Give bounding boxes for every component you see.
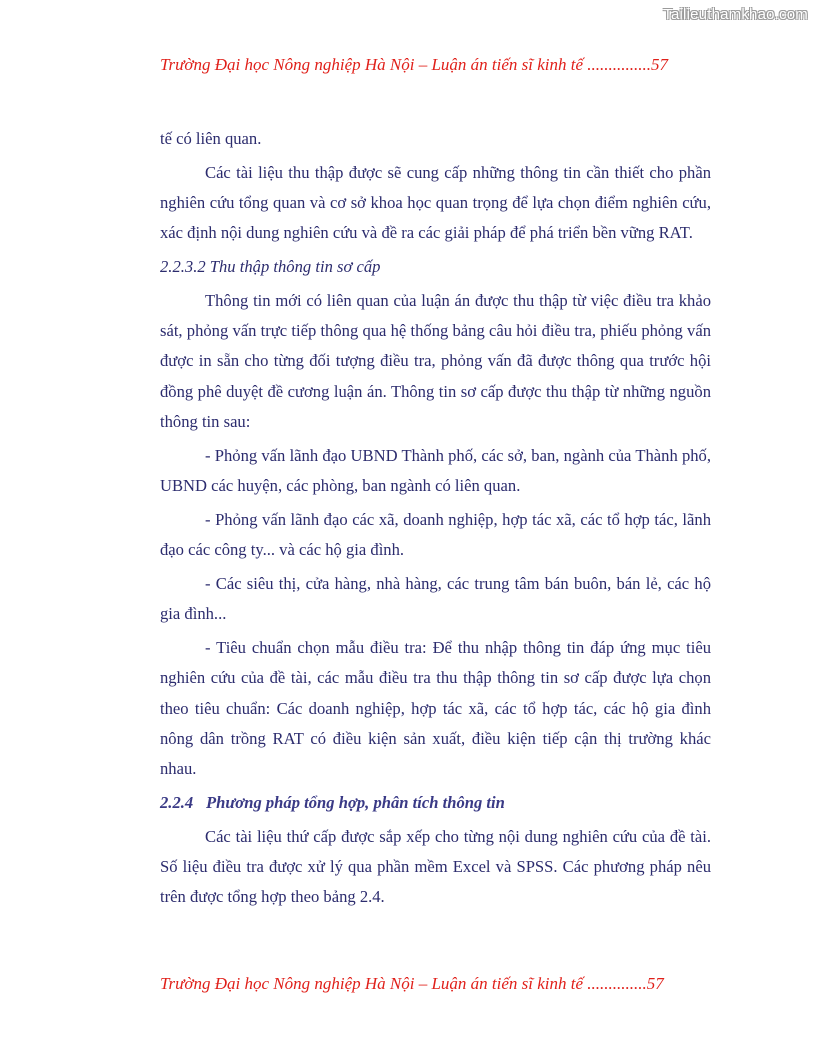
section-title: Phương pháp tổng hợp, phân tích thông tin — [206, 793, 505, 813]
bullet-sampling-criteria: - Tiêu chuẩn chọn mẫu điều tra: Để thu nhập thông tin đáp ứng mục tiêu nghiên cứu của đề tài, các mẫu điều tra thu thập thông tin sơ cấp được lựa chọn theo tiêu chuẩn: Các doanh nghiệp, hợp tác xã, các tổ hợp tác, các hộ gia đình nông dân trồng RAT có điều kiện sản xuất, điều kiện tiếp cận thị trường khác nhau. — [160, 637, 711, 779]
paragraph-analysis: Các tài liệu thứ cấp được sắp xếp cho từng nội dung nghiên cứu của đề tài. Số liệu điều tra được xử lý qua phần mềm Excel và SPSS. Các phương pháp nêu trên được tổng hợp theo bảng 2.4. — [160, 826, 711, 907]
paragraph-primary-data: Thông tin mới có liên quan của luận án được thu thập từ việc điều tra khảo sát, phỏng vấn trực tiếp thông qua hệ thống bảng câu hỏi điều tra, phiếu phỏng vấn được in sẵn cho từng đối tượng điều tra, phỏng vấn đã được thông qua trước hội đồng phê duyệt đề cương luận án. Thông tin sơ cấp được thu thập từ những nguồn thông tin sau: — [160, 290, 711, 432]
page-header: Trường Đại học Nông nghiệp Hà Nội – Luận án tiến sĩ kinh tế ...............57 — [160, 55, 669, 74]
paragraph-secondary-data: Các tài liệu thu thập được sẽ cung cấp những thông tin cần thiết cho phần nghiên cứu tổng quan và cơ sở khoa học quan trọng để lựa chọn điểm nghiên cứu, xác định nội dung nghiên cứu và đề ra các giải pháp để phá triển bền vững RAT. — [160, 162, 711, 243]
page-footer: Trường Đại học Nông nghiệp Hà Nội – Luận án tiến sĩ kinh tế ..............57 — [160, 974, 664, 993]
bullet-supermarkets: - Các siêu thị, cửa hàng, nhà hàng, các trung tâm bán buôn, bán lẻ, các hộ gia đình... — [160, 573, 711, 624]
section-heading — [160, 788, 711, 818]
page-body — [160, 124, 711, 916]
bullet-commune-leaders: - Phỏng vấn lãnh đạo các xã, doanh nghiệp, hợp tác xã, các tổ hợp tác, lãnh đạo các công ty... và các hộ gia đình. — [160, 509, 711, 560]
bullet-city-leaders: - Phỏng vấn lãnh đạo UBND Thành phố, các sở, ban, ngành của Thành phố, UBND các huyện, các phòng, ban ngành có liên quan. — [160, 445, 711, 496]
watermark: Tailieuthamkhao.com — [663, 6, 808, 23]
subheading-primary-data: 2.2.3.2 Thu thập thông tin sơ cấp — [160, 257, 381, 276]
section-number: 2.2.4 — [160, 793, 194, 813]
paragraph-continuation: tế có liên quan. — [160, 129, 262, 148]
